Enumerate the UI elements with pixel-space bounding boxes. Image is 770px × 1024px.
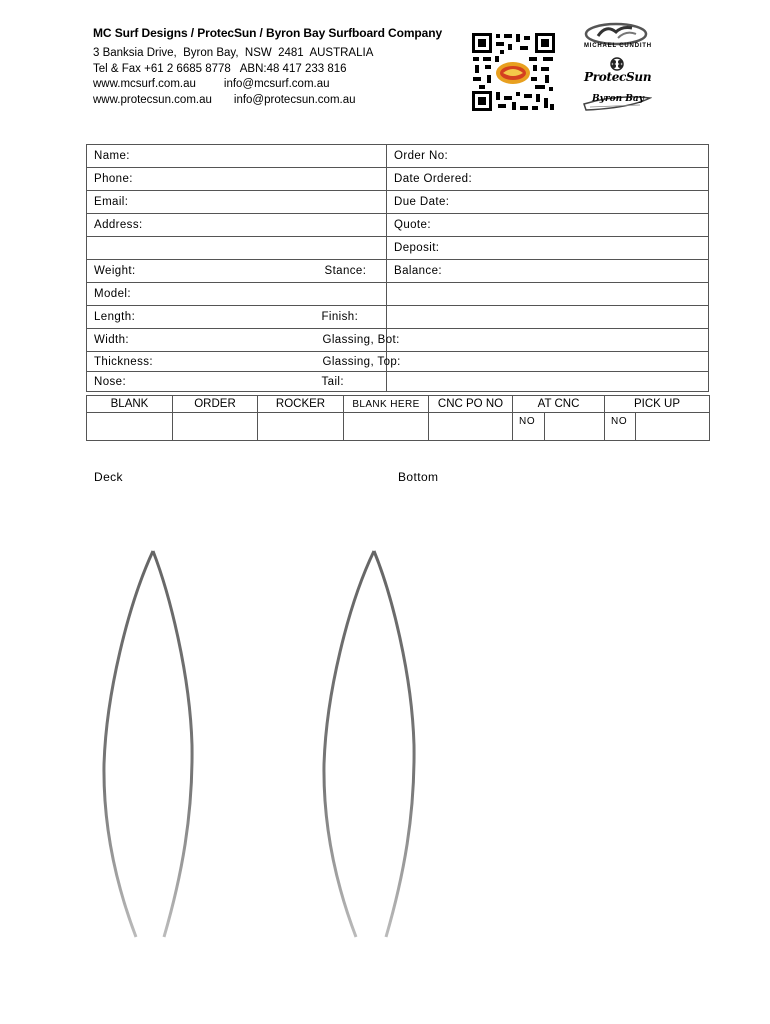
form-row [87, 352, 709, 372]
form-row [87, 372, 709, 392]
bottom-outline-drawing [318, 545, 428, 945]
blank-field[interactable] [387, 372, 709, 392]
address-field-line-2[interactable] [87, 237, 387, 260]
deposit-label: Deposit: [394, 242, 440, 254]
order-no-label: Order No: [394, 150, 449, 162]
status-header-blank: BLANK [87, 396, 173, 413]
blank-field[interactable] [387, 306, 709, 329]
nose-label: Nose: [94, 375, 127, 388]
contact-block [93, 46, 442, 108]
address-label: Address: [94, 219, 143, 231]
email-link-protecsun[interactable]: info@protecsun.com.au [233, 93, 356, 106]
address-line: 3 Banksia Drive, Byron Bay, NSW 2481 AUSTRALIA [93, 47, 374, 59]
date-ordered-label: Date Ordered: [394, 173, 473, 185]
glassing-top-label: Glassing, Top: [322, 355, 401, 368]
protecsun-logo-text: ProtecSun [584, 70, 652, 84]
status-header-blank-here: BLANK HERE [344, 396, 429, 413]
status-header-rocker: ROCKER [258, 396, 344, 413]
model-label: Model: [94, 288, 131, 300]
finish-label: Finish: [321, 311, 359, 323]
weight-stance-field[interactable] [87, 260, 387, 283]
mc-logo-icon [582, 22, 650, 54]
email-link-mcsurf[interactable]: info@mcsurf.com.au [223, 78, 330, 90]
form-row [87, 145, 709, 168]
order-form-table [86, 144, 709, 392]
status-cell-rocker[interactable] [258, 413, 344, 441]
byron-bay-logo-text: Byron Bay [592, 94, 644, 104]
length-finish-field[interactable] [87, 306, 387, 329]
status-cell-pick-up[interactable] [636, 413, 710, 441]
status-cell-blank-here[interactable] [344, 413, 429, 441]
due-date-label: Due Date: [394, 196, 450, 208]
web-link-protecsun[interactable]: www.protecsun.com.au [93, 93, 212, 106]
company-name: MC Surf Designs / ProtecSun / Byron Bay Surfboard Company [93, 26, 443, 40]
bottom-label: Bottom [398, 470, 439, 484]
form-row [87, 260, 709, 283]
web-line-2 [93, 93, 442, 109]
production-status-table [86, 395, 710, 441]
status-header-cnc-po-no: CNC PO NO [429, 396, 513, 413]
phone-field[interactable] [87, 168, 387, 191]
email-label: Email: [94, 196, 129, 208]
form-row [87, 237, 709, 260]
phone-label: Phone: [94, 173, 133, 185]
quote-label: Quote: [394, 219, 431, 231]
status-header-row [87, 396, 710, 413]
web-link-mcsurf[interactable]: www.mcsurf.com.au [93, 78, 196, 90]
glassing-bot-label: Glassing, Bot: [322, 334, 400, 346]
form-row [87, 283, 709, 306]
form-row [87, 191, 709, 214]
balance-field[interactable] [387, 260, 709, 283]
pick-up-no-label: NO [605, 413, 636, 441]
email-field[interactable] [87, 191, 387, 214]
deck-outline-drawing [98, 545, 208, 945]
stance-label: Stance: [324, 265, 367, 277]
status-cell-at-cnc[interactable] [545, 413, 605, 441]
due-date-field[interactable] [387, 191, 709, 214]
form-row [87, 329, 709, 352]
phone-line: Tel & Fax +61 2 6685 8778 ABN:48 417 233 816 [93, 62, 347, 75]
deposit-field[interactable] [387, 237, 709, 260]
weight-label: Weight: [94, 265, 136, 277]
status-cell-blank[interactable] [87, 413, 173, 441]
deck-label: Deck [94, 470, 123, 484]
status-cell-cnc-po-no[interactable] [429, 413, 513, 441]
status-cell-order[interactable] [173, 413, 258, 441]
status-header-at-cnc: AT CNC [513, 396, 605, 413]
form-row [87, 306, 709, 329]
form-row [87, 168, 709, 191]
date-ordered-field[interactable] [387, 168, 709, 191]
name-field[interactable] [87, 145, 387, 168]
nose-tail-field[interactable] [87, 372, 387, 392]
blank-field[interactable] [387, 329, 709, 352]
thickness-glassing-top-field[interactable] [87, 352, 401, 372]
blank-field[interactable] [387, 352, 709, 372]
address-field[interactable] [87, 214, 387, 237]
form-row [87, 214, 709, 237]
name-label: Name: [94, 150, 130, 162]
web-line-1 [93, 77, 442, 93]
qr-code-icon [471, 32, 556, 112]
tail-label: Tail: [321, 375, 344, 388]
width-glassing-bot-field[interactable] [87, 329, 400, 352]
balance-label: Balance: [394, 265, 442, 277]
status-entry-row [87, 413, 710, 441]
thickness-label: Thickness: [94, 355, 153, 368]
status-header-order: ORDER [173, 396, 258, 413]
company-header [93, 26, 442, 108]
status-header-pick-up: PICK UP [605, 396, 710, 413]
length-label: Length: [94, 311, 136, 323]
model-field[interactable] [87, 283, 387, 306]
width-label: Width: [94, 334, 129, 346]
blank-field[interactable] [387, 283, 709, 306]
at-cnc-no-label: NO [513, 413, 545, 441]
mc-logo-text: MICHAEL CUNDITH [584, 43, 652, 49]
order-no-field[interactable] [387, 145, 709, 168]
quote-field[interactable] [387, 214, 709, 237]
